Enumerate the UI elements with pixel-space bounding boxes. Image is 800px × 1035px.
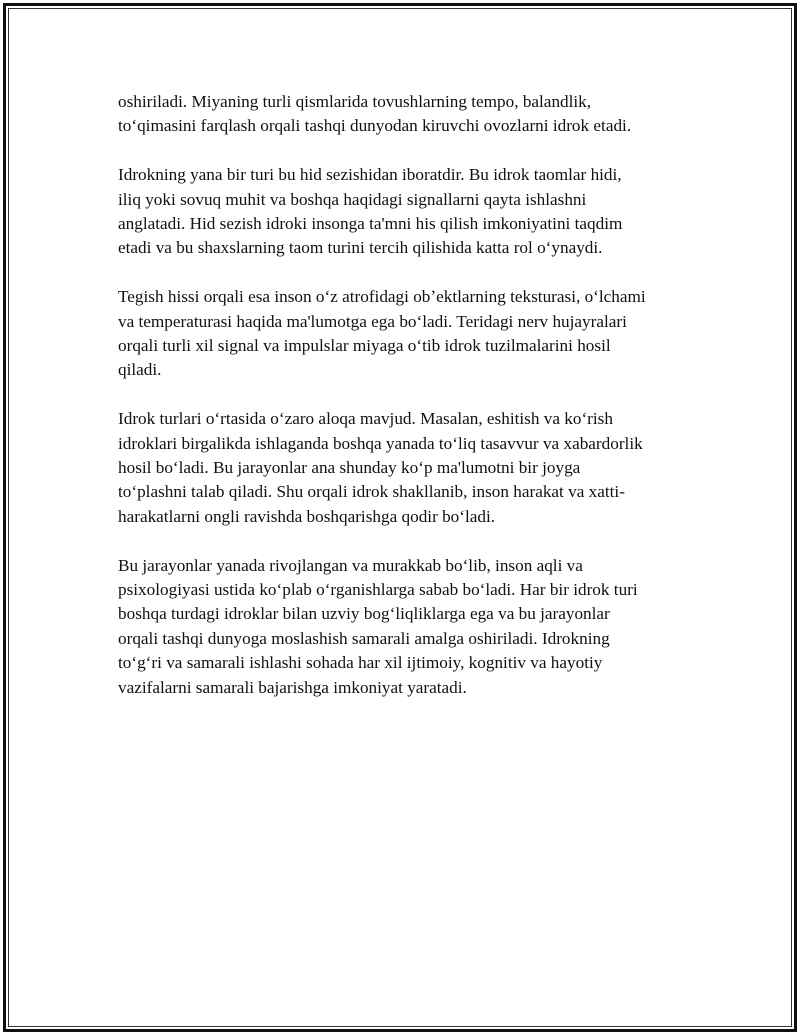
text-line: orqali turli xil signal va impulslar miyaga oʻtib idrok tuzilmalarini hosil	[118, 336, 611, 356]
text-line: toʻqimasini farqlash orqali tashqi dunyodan kiruvchi ovozlarni idrok etadi.	[118, 116, 632, 136]
text-line: orqali tashqi dunyoga moslashish samarali amalga oshiriladi. Idrokning	[118, 628, 610, 648]
paragraph-1	[118, 90, 708, 139]
text-line: boshqa turdagi idroklar bilan uzviy bogʻliqliklarga ega va bu jarayonlar	[118, 604, 610, 624]
text-line: toʻgʻri va samarali ishlashi sohada har xil ijtimoiy, kognitiv va hayotiy	[118, 653, 603, 673]
text-line: oshiriladi. Miyaning turli qismlarida tovushlarning tempo, balandlik,	[118, 92, 592, 111]
text-line: harakatlarni ongli ravishda boshqarishga qodir boʻladi.	[118, 506, 496, 526]
text-line: etadi va bu shaxslarning taom turini tercih qilishida katta rol oʻynaydi.	[118, 238, 603, 258]
paragraph-4	[118, 407, 708, 529]
text-line: anglatadi. Hid sezish idroki insonga ta'mni his qilish imkoniyatini taqdim	[118, 214, 623, 234]
text-line: idroklari birgalikda ishlaganda boshqa yanada toʻliq tasavvur va xabardorlik	[118, 433, 643, 453]
text-line: Idrok turlari oʻrtasida oʻzaro aloqa mavjud. Masalan, eshitish va koʻrish	[118, 409, 613, 429]
paragraph-5	[118, 554, 708, 700]
paragraph-2	[118, 163, 708, 261]
text-line: va temperaturasi haqida ma'lumotga ega boʻladi. Teridagi nerv hujayralari	[118, 311, 627, 331]
text-line: qiladi.	[118, 360, 162, 380]
text-line: hosil boʻladi. Bu jarayonlar ana shunday koʻp ma'lumotni bir joyga	[118, 458, 581, 478]
document-body	[118, 90, 708, 724]
text-line: iliq yoki sovuq muhit va boshqa haqidagi signallarni qayta ishlashni	[118, 189, 587, 209]
text-line: Bu jarayonlar yanada rivojlangan va murakkab boʻlib, inson aqli va	[118, 555, 583, 575]
text-line: toʻplashni talab qiladi. Shu orqali idrok shakllanib, inson harakat va xatti-	[118, 482, 625, 502]
text-line: Tegish hissi orqali esa inson oʻz atrofidagi obʼektlarning teksturasi, oʻlchami	[118, 287, 646, 307]
text-line: vazifalarni samarali bajarishga imkoniyat yaratadi.	[118, 677, 467, 697]
text-line: Idrokning yana bir turi bu hid sezishidan iboratdir. Bu idrok taomlar hidi,	[118, 165, 622, 185]
text-line: psixologiyasi ustida koʻplab oʻrganishlarga sabab boʻladi. Har bir idrok turi	[118, 580, 638, 600]
paragraph-3	[118, 285, 708, 383]
